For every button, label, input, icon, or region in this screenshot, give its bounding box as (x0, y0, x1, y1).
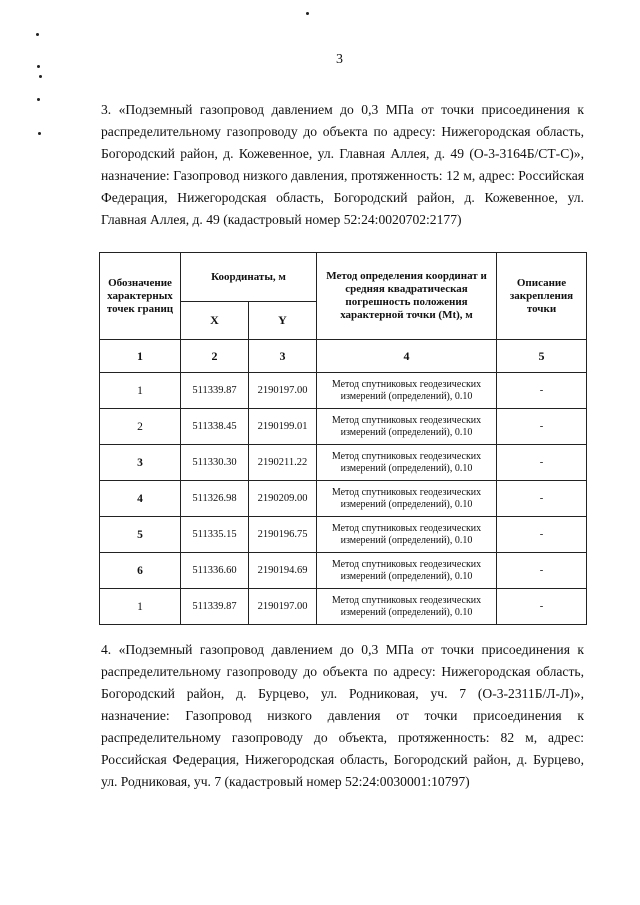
description: - (497, 373, 587, 409)
page-number: 3 (336, 52, 343, 67)
point-id: 2 (100, 409, 181, 445)
method: Метод спутниковых геодезических измерений (определений), 0.10 (317, 553, 497, 589)
coord-x: 511339.87 (181, 373, 249, 409)
header-method: Метод определения координат и средняя квадратическая погрешность положения характерной точки (Mt), м (317, 253, 497, 340)
point-id: 1 (100, 373, 181, 409)
method: Метод спутниковых геодезических измерений (определений), 0.10 (317, 409, 497, 445)
scan-mark (38, 132, 41, 135)
header-coordinates: Координаты, м (181, 253, 317, 302)
point-id: 5 (100, 517, 181, 553)
coord-y: 2190194.69 (249, 553, 317, 589)
column-number: 5 (497, 340, 587, 373)
table-row (100, 589, 587, 625)
point-id: 3 (100, 445, 181, 481)
method: Метод спутниковых геодезических измерений (определений), 0.10 (317, 517, 497, 553)
scan-mark (39, 75, 42, 78)
scan-mark (306, 12, 309, 15)
coord-x: 511335.15 (181, 517, 249, 553)
coord-y: 2190199.01 (249, 409, 317, 445)
coord-y: 2190209.00 (249, 481, 317, 517)
method: Метод спутниковых геодезических измерений (определений), 0.10 (317, 445, 497, 481)
column-number: 1 (100, 340, 181, 373)
table-row (100, 517, 587, 553)
description: - (497, 553, 587, 589)
description: - (497, 517, 587, 553)
coord-x: 511339.87 (181, 589, 249, 625)
scan-mark (37, 65, 40, 68)
scan-mark (36, 33, 39, 36)
point-id: 6 (100, 553, 181, 589)
description: - (497, 481, 587, 517)
paragraph-3: 3. «Подземный газопровод давлением до 0,3 МПа от точки присоединения к распределительному газопроводу до объекта по адресу: Нижегородская область, Богородский район, д. Кожевенное, ул. Главная Аллея, д. 49 (О-3-3164Б/СТ-С)», назначение: Газопровод низкого давления, протяженность: 12 м, адрес: Российская Федерация, Нижегородская область, Богородский район, д. Кожевенное, ул. Главная Аллея, д. 49 (кадастровый номер 52:24:0020702:2177) (101, 102, 584, 227)
method: Метод спутниковых геодезических измерений (определений), 0.10 (317, 481, 497, 517)
description: - (497, 445, 587, 481)
header-point-designation: Обозначение характерных точек границ (100, 253, 181, 340)
point-id: 1 (100, 589, 181, 625)
column-number: 4 (317, 340, 497, 373)
description: - (497, 409, 587, 445)
table-row (100, 445, 587, 481)
scan-mark (37, 98, 40, 101)
header-x: X (181, 302, 249, 340)
paragraph-4: 4. «Подземный газопровод давлением до 0,3 МПа от точки присоединения к распределительному газопроводу до объекта по адресу: Нижегородская область, Богородский район, д. Бурцево, ул. Родниковая, уч. 7 (О-3-2311Б/Л-Л)», назначение: Газопровод низкого давления от точки присоединения к распределительному газопроводу до объекта, протяженность: 82 м, адрес: Российская Федерация, Нижегородская область, Богородский район, д. Бурцево, ул. Родниковая, уч. 7 (кадастровый номер 52:24:0030001:10797) (101, 642, 584, 789)
coordinates-table (99, 252, 587, 625)
coord-y: 2190197.00 (249, 589, 317, 625)
column-number: 2 (181, 340, 249, 373)
table-row (100, 409, 587, 445)
header-description: Описание закрепления точки (497, 253, 587, 340)
coord-y: 2190211.22 (249, 445, 317, 481)
column-number: 3 (249, 340, 317, 373)
point-id: 4 (100, 481, 181, 517)
coord-x: 511338.45 (181, 409, 249, 445)
coord-y: 2190197.00 (249, 373, 317, 409)
method: Метод спутниковых геодезических измерений (определений), 0.10 (317, 589, 497, 625)
coord-x: 511336.60 (181, 553, 249, 589)
header-y: Y (249, 302, 317, 340)
description: - (497, 589, 587, 625)
table-row (100, 373, 587, 409)
table-header-row (100, 253, 587, 302)
coord-x: 511330.30 (181, 445, 249, 481)
method: Метод спутниковых геодезических измерений (определений), 0.10 (317, 373, 497, 409)
coord-x: 511326.98 (181, 481, 249, 517)
column-number-row (100, 340, 587, 373)
coord-y: 2190196.75 (249, 517, 317, 553)
table-row (100, 553, 587, 589)
table-row (100, 481, 587, 517)
